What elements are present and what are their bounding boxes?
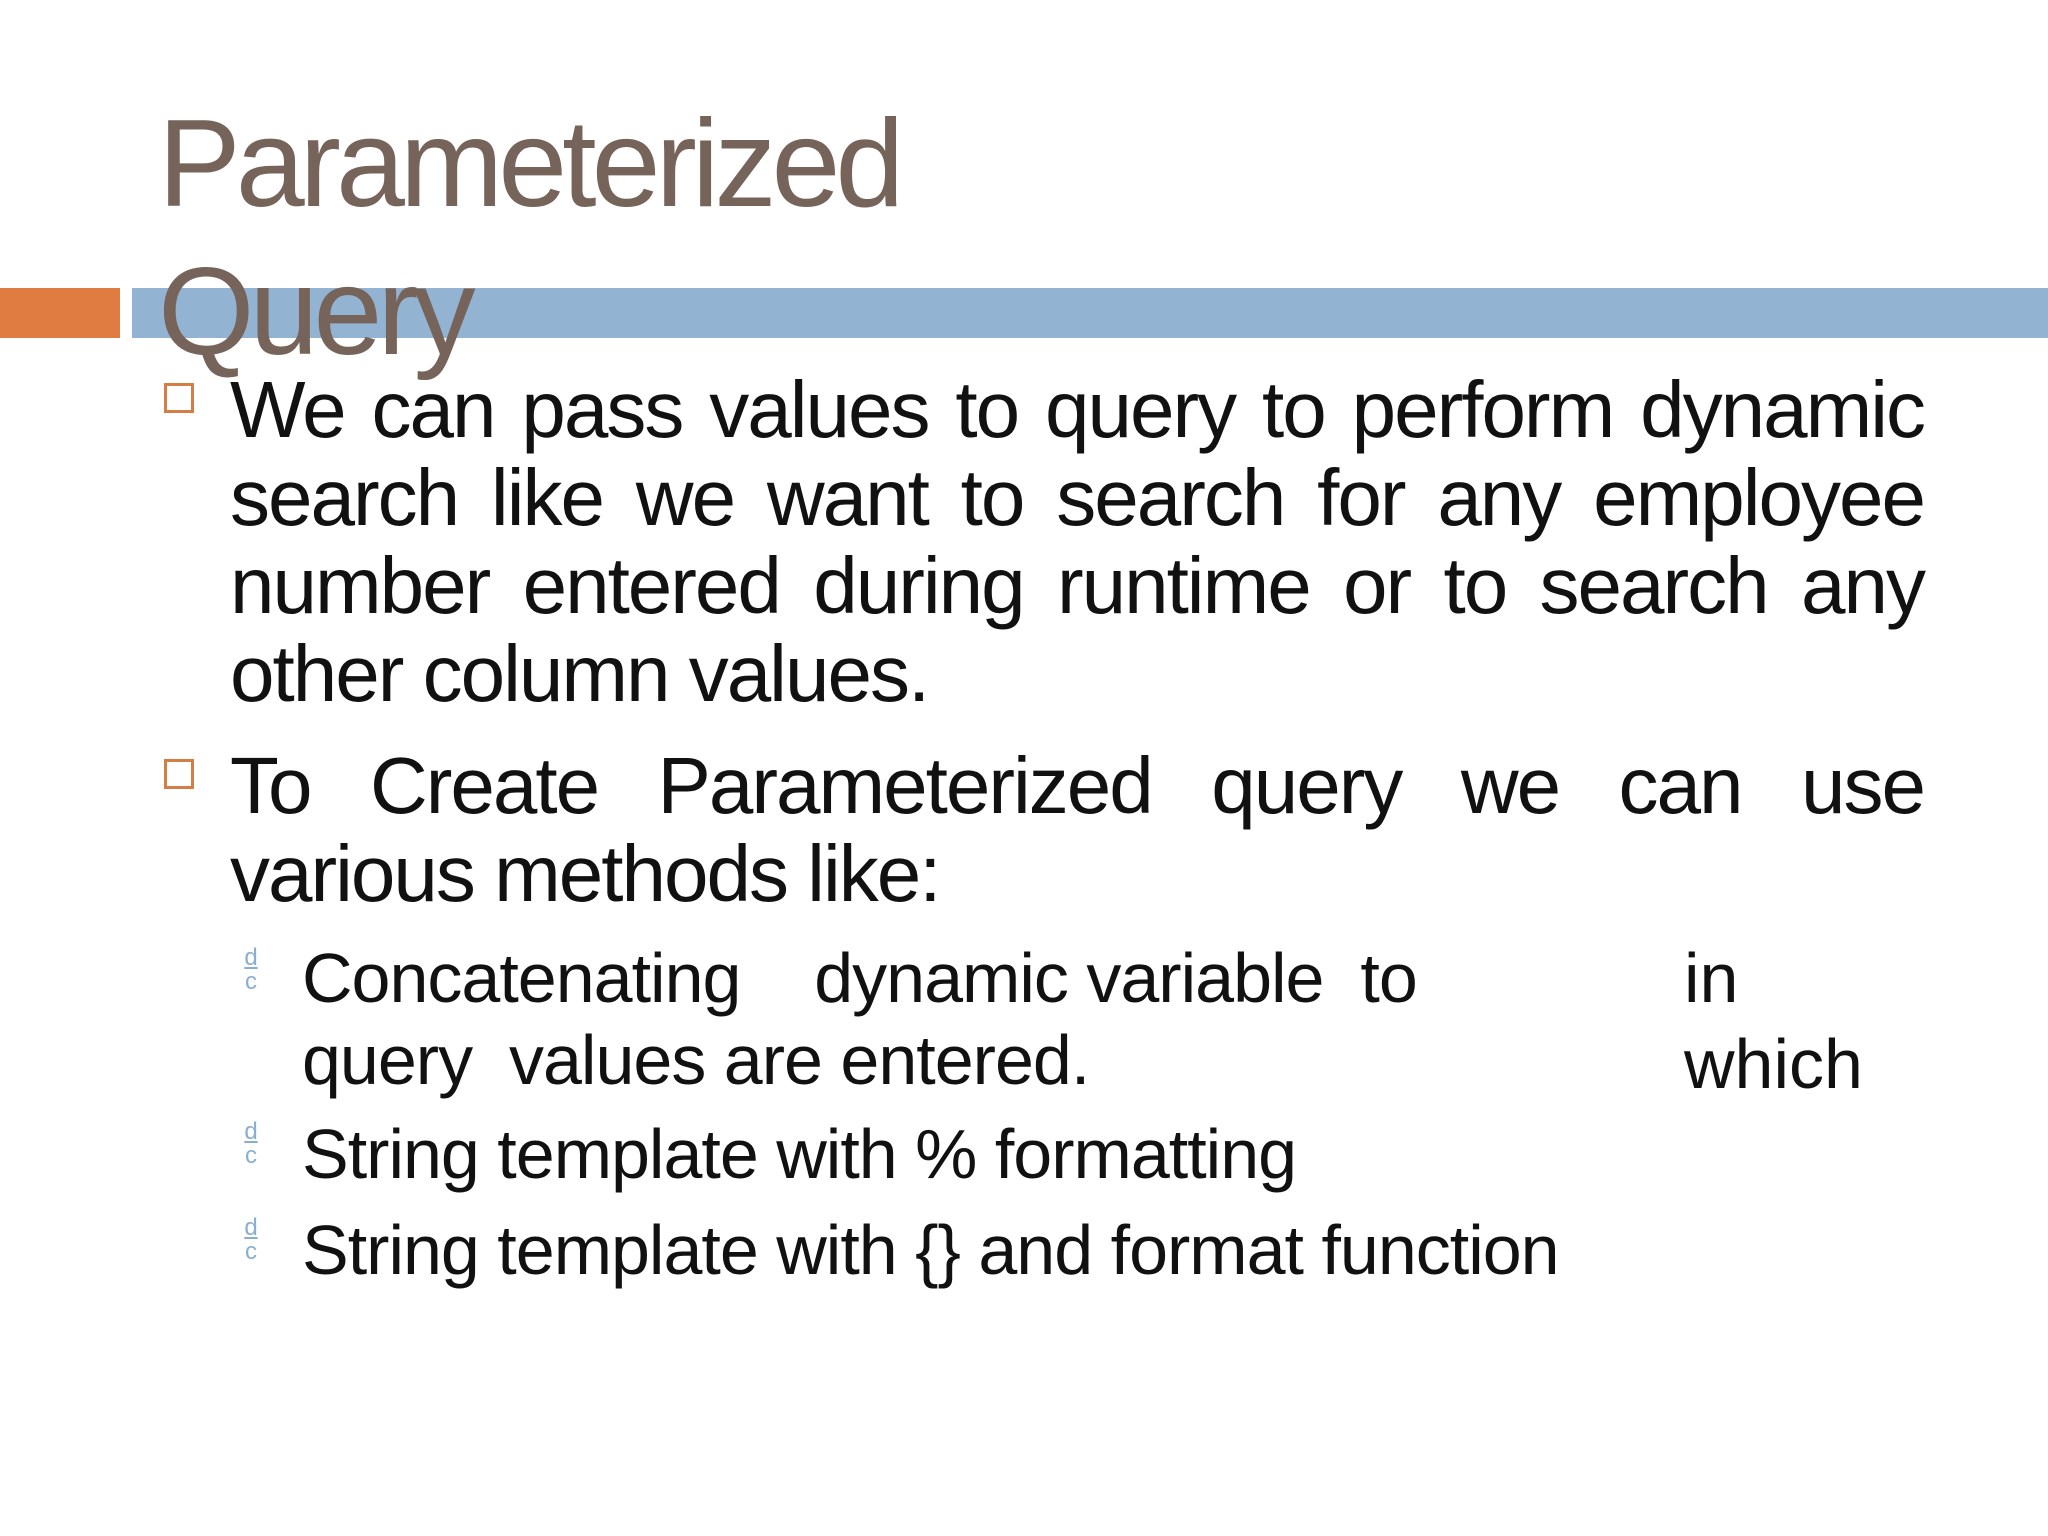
bullet-text-2: To Create Parameterized query we can use various methods like: bbox=[230, 741, 1924, 918]
bullet-box-icon bbox=[164, 383, 194, 413]
sub-bullet-1-line-1: Concatenating dynamic variable to bbox=[302, 939, 1417, 1017]
bullet-box-icon bbox=[164, 759, 194, 789]
sub-bullet-marker-icon: d c bbox=[244, 1214, 258, 1265]
sub-bullet-2: String template with % formatting bbox=[302, 1115, 1297, 1193]
sub-bullet-1-side-1: in bbox=[1684, 939, 1739, 1017]
sub-bullet-marker-icon: d c bbox=[244, 1118, 258, 1169]
bullet-text-1: We can pass values to query to perform dynamic search like we want to search for any employee number entered during runtime or to search any other column values. bbox=[230, 365, 1924, 718]
sub-bullet-3: String template with {} and format function bbox=[302, 1211, 1559, 1289]
title-line-2: Query bbox=[158, 243, 471, 381]
slide-title bbox=[158, 90, 1058, 386]
accent-bar-orange bbox=[0, 288, 120, 338]
sub-bullet-1-line-2: query values are entered. bbox=[302, 1021, 1090, 1099]
sub-bullet-marker-icon: d c bbox=[244, 944, 258, 995]
title-line-1: Parameterized bbox=[158, 95, 900, 233]
sub-bullet-1-side-2: which bbox=[1684, 1025, 1863, 1103]
